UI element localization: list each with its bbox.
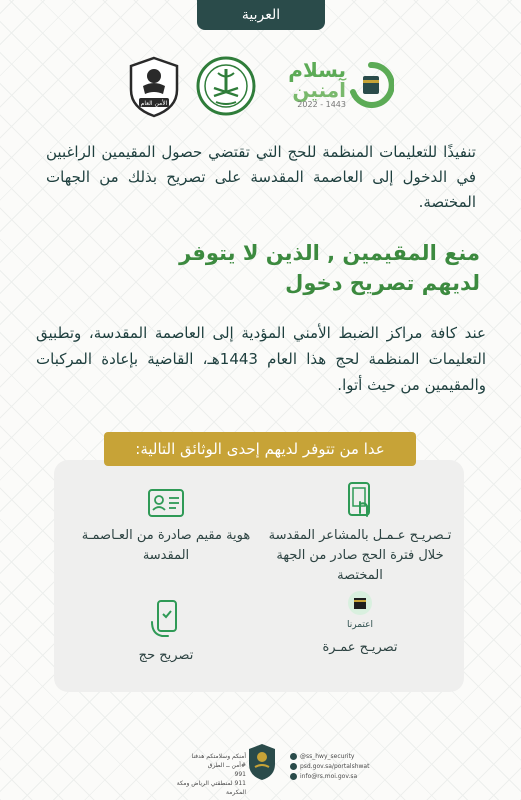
- umrah-permit-label: تصريـح عمـرة: [322, 640, 398, 655]
- phone-tap-icon: [340, 480, 380, 520]
- footer-slogan-line2: #أمن ــ الطرق: [207, 762, 246, 769]
- id-card-icon: [146, 486, 186, 520]
- residency-id-label: هوية مقيم صادرة من العـاصمـة المقدسة: [81, 528, 251, 563]
- hajj-permit-label: تصريح حج: [138, 648, 194, 663]
- ministry-emblem: [196, 56, 256, 120]
- residency-id-item: [66, 486, 266, 566]
- eatmarna-label: اعتمرنا: [346, 620, 373, 630]
- documents-ribbon: عدا من تتوفر لديهم إحدى الوثائق التالية:: [104, 432, 416, 466]
- footer-contacts: [290, 752, 410, 782]
- footer-slogan: [172, 752, 246, 797]
- umrah-permit-item: [260, 590, 460, 658]
- salam-icon: [348, 62, 394, 108]
- work-permit-item: [260, 480, 460, 586]
- twitter-handle: @ss_hwy_security: [300, 753, 355, 760]
- footer-twitter[interactable]: [290, 752, 410, 762]
- footer-portal[interactable]: [290, 762, 410, 772]
- phone-hand-icon: [146, 598, 186, 640]
- footer-note: 911 لمنطقتي الرياض ومكة المكرمة: [176, 780, 246, 796]
- security-badge-icon: [246, 742, 278, 782]
- eatmarna-logo: [333, 590, 387, 630]
- police-caption: الأمن العام: [140, 100, 168, 107]
- salam-line2: آمنين: [292, 78, 346, 102]
- salam-amneen-logo: [268, 56, 396, 118]
- logo-row: [0, 56, 521, 126]
- email-link: info@rs.moi.gov.sa: [300, 773, 358, 780]
- kaaba-icon: [343, 590, 377, 616]
- footer-phone: 991: [234, 771, 246, 778]
- language-tab[interactable]: العربية: [197, 0, 325, 30]
- footer-slogan-line1: أمنكم وسلامتكم هدفنا: [191, 753, 246, 760]
- intro-paragraph: تنفيذًا للتعليمات المنظمة للحج التي تقتضي حصول المقيمين الراغبين في الدخول إلى العاصمة المقدسة على تصريح بذلك من الجهات المختصة.: [46, 143, 476, 211]
- body-paragraph: عند كافة مراكز الضبط الأمني المؤدية إلى العاصمة المقدسة، وتطبيق التعليمات المنظمة لحج هذا العام 1443هـ، القاضية بإعادة المركبات والمقيمين من حيث أتوا.: [36, 324, 486, 394]
- portal-link: psd.gov.sa/portalshwat: [300, 763, 370, 770]
- salam-year: 2022 - 1443: [297, 100, 346, 109]
- work-permit-label: تـصريـح عـمـل بالمشاعر المقدسة خلال فترة الحج صادر من الجهة المختصة: [268, 528, 452, 583]
- footer: [0, 736, 521, 800]
- headline-line2: لديهم تصريح دخول: [285, 271, 480, 295]
- hajj-permit-item: [66, 598, 266, 666]
- salam-line1: بسلام: [288, 58, 346, 82]
- headline: [60, 238, 480, 298]
- footer-email[interactable]: [290, 772, 410, 782]
- public-security-logo: [125, 56, 183, 122]
- headline-line1: منع المقيمين , الذين لا يتوفر: [179, 241, 480, 265]
